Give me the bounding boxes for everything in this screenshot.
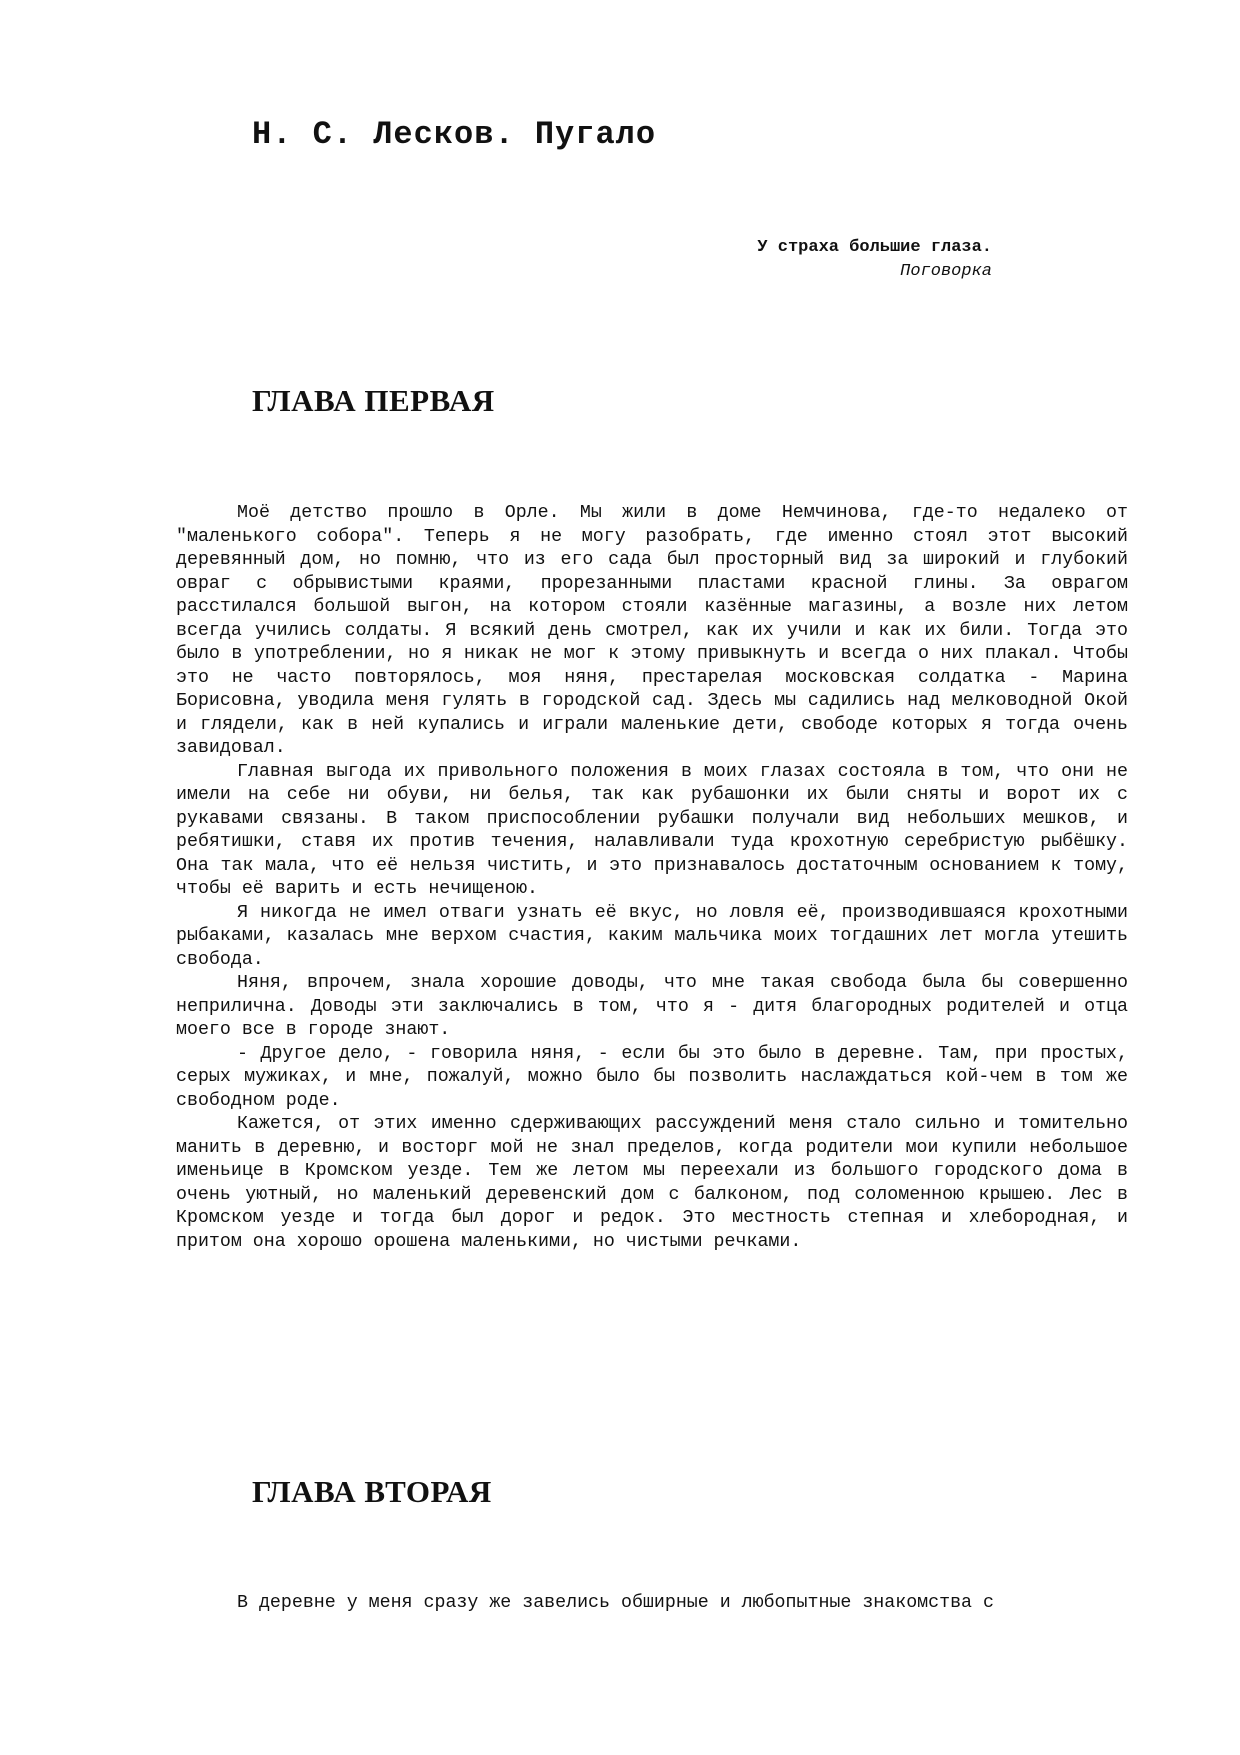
chapter-body <box>176 1592 1128 1616</box>
paragraph: Я никогда не имел отваги узнать её вкус, но ловля её, производившаяся крохотными рыбаками, казалась мне верхом счастия, каким мальчика моих тогдашних лет могла утешить свобода. <box>176 902 1128 970</box>
epigraph <box>560 236 992 284</box>
chapter-heading: ГЛАВА ПЕРВАЯ <box>252 383 495 418</box>
epigraph-text: У страха большие глаза. <box>757 238 992 257</box>
paragraph: Моё детство прошло в Орле. Мы жили в доме Немчинова, где-то недалеко от "маленького собора". Теперь я не могу разобрать, где именно стоял этот высокий деревянный дом, но помню, что из его сада был просторный вид за широкий и глубокий овраг с обрывистыми краями, прорезанными пластами красной глины. За оврагом расстилался большой выгон, на котором стояли казённые магазины, а возле них летом всегда учились солдаты. Я всякий день смотрел, как их учили и как их били. Тогда это было в употреблении, но я никак не мог к этому привыкнуть и всегда о них плакал. Чтобы это не часто повторялось, моя няня, престарелая московская солдатка - Марина Борисовна, уводила меня гулять в городской сад. Здесь мы садились над мелководной Окой и глядели, как в ней купались и играли маленькие дети, свободе которых я тогда очень завидовал. <box>176 503 1128 758</box>
epigraph-source: Поговорка <box>900 262 992 281</box>
chapter-body <box>176 502 1128 1254</box>
paragraph: - Другое дело, - говорила няня, - если бы это было в деревне. Там, при простых, серых мужиках, и мне, пожалуй, можно было бы позволить наслаждаться кой-чем в том же свободном роде. <box>176 1043 1128 1111</box>
paragraph: Главная выгода их привольного положения в моих глазах состояла в том, что они не имели на себе ни обуви, ни белья, так как рубашонки их были сняты и ворот их с рукавами связаны. В таком приспособлении рубашки получали вид небольших мешков, и ребятишки, ставя их против течения, налавливали туда крохотную серебристую рыбёшку. Она так мала, что её нельзя чистить, и это признавалось достаточным основанием к тому, чтобы её варить и есть нечищеною. <box>176 761 1128 899</box>
paragraph: Няня, впрочем, знала хорошие доводы, что мне такая свобода была бы совершенно неприлична. Доводы эти заключались в том, что я - дитя благородных родителей и отца моего все в городе знают. <box>176 973 1128 1040</box>
chapter-heading: ГЛАВА ВТОРАЯ <box>252 1474 492 1509</box>
paragraph: Кажется, от этих именно сдерживающих рассуждений меня стало сильно и томительно манить в деревню, и восторг мой не знал пределов, когда родители мои купили небольшое именьице в Кромском уезде. Тем же летом мы переехали из большого городского дома в очень уютный, но маленький деревенский дом с балконом, под соломенною крышею. Лес в Кромском уезде и тогда был дорог и редок. Это местность степная и хлебородная, и притом она хорошо орошена маленькими, но чистыми речками. <box>176 1114 1128 1252</box>
page-title: Н. С. Лесков. Пугало <box>252 116 657 153</box>
paragraph: В деревне у меня сразу же завелись обширные и любопытные знакомства с <box>237 1593 994 1613</box>
